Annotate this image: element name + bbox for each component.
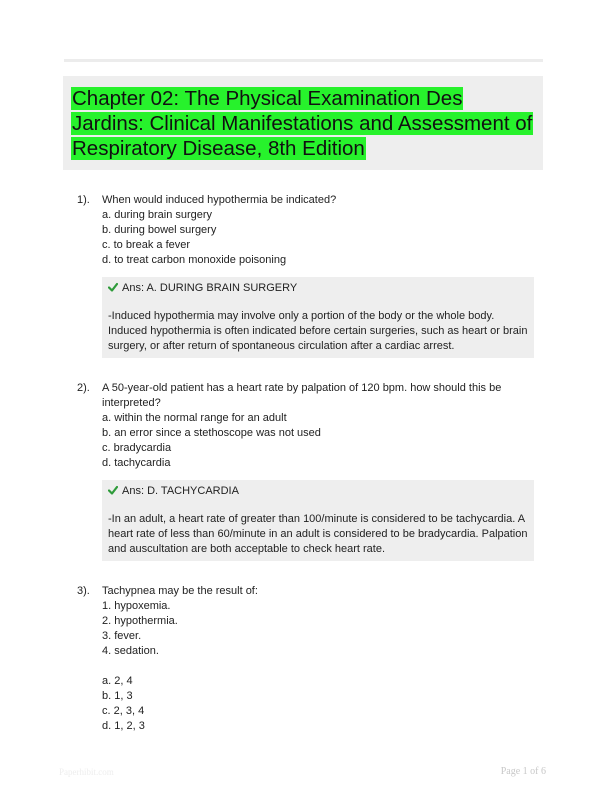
answer-option: b. during bowel surgery [102, 224, 217, 236]
answer-option: a. during brain surgery [102, 209, 213, 221]
answer-option: b. an error since a stethoscope was not used [102, 427, 321, 439]
question-text: When would induced hypothermia be indicated? [102, 194, 337, 206]
answer-option: d. 1, 2, 3 [102, 720, 145, 732]
question-text: A 50-year-old patient has a heart rate by palpation of 120 bpm. how should this be interpreted? [102, 382, 502, 409]
question-number: 1). [77, 194, 90, 206]
title-banner [63, 76, 543, 170]
answer-option: d. to treat carbon monoxide poisoning [102, 254, 287, 266]
footer-watermark: Paperhibit.com [59, 767, 114, 777]
answer-line [108, 484, 239, 498]
answer-box [102, 277, 534, 358]
answer-option: a. 2, 4 [102, 675, 133, 687]
check-icon [108, 282, 118, 292]
statement-item: 1. hypoxemia. [102, 600, 171, 612]
answer-explanation: -In an adult, a heart rate of greater than 100/minute is considered to be tachycardia. A heart rate of less than 60/minute in an adult is considered to be bradycardia. Palpation and auscultation are both acceptable to check heart rate. [108, 513, 528, 555]
answer-option: c. 2, 3, 4 [102, 705, 145, 717]
question-number: 3). [77, 585, 90, 597]
answer-key: Ans: A. DURING BRAIN SURGERY [122, 282, 298, 294]
document-title: Chapter 02: The Physical Examination Des Jardins: Clinical Manifestations and Assessment of Respiratory Disease, 8th Edition [72, 87, 533, 160]
answer-line [108, 281, 297, 295]
answer-explanation: -Induced hypothermia may involve only a portion of the body or the whole body. Induced hypothermia is often indicated before certain surgeries, such as heart or brain surgery, or after return of spontaneous circulation after a cardiac arrest. [108, 310, 528, 352]
statement-item: 4. sedation. [102, 645, 159, 657]
question-number: 2). [77, 382, 90, 394]
answer-option: d. tachycardia [102, 457, 171, 469]
check-icon [108, 485, 118, 495]
answer-box [102, 480, 534, 561]
statement-item: 2. hypothermia. [102, 615, 178, 627]
page-indicator: Page 1 of 6 [500, 766, 546, 777]
answer-key: Ans: D. TACHYCARDIA [122, 485, 239, 497]
question-text: Tachypnea may be the result of: [102, 585, 258, 597]
statement-item: 3. fever. [102, 630, 142, 642]
answer-option: c. bradycardia [102, 442, 172, 454]
answer-option: b. 1, 3 [102, 690, 133, 702]
answer-option: c. to break a fever [102, 239, 191, 251]
top-divider [64, 59, 543, 62]
answer-option: a. within the normal range for an adult [102, 412, 287, 424]
